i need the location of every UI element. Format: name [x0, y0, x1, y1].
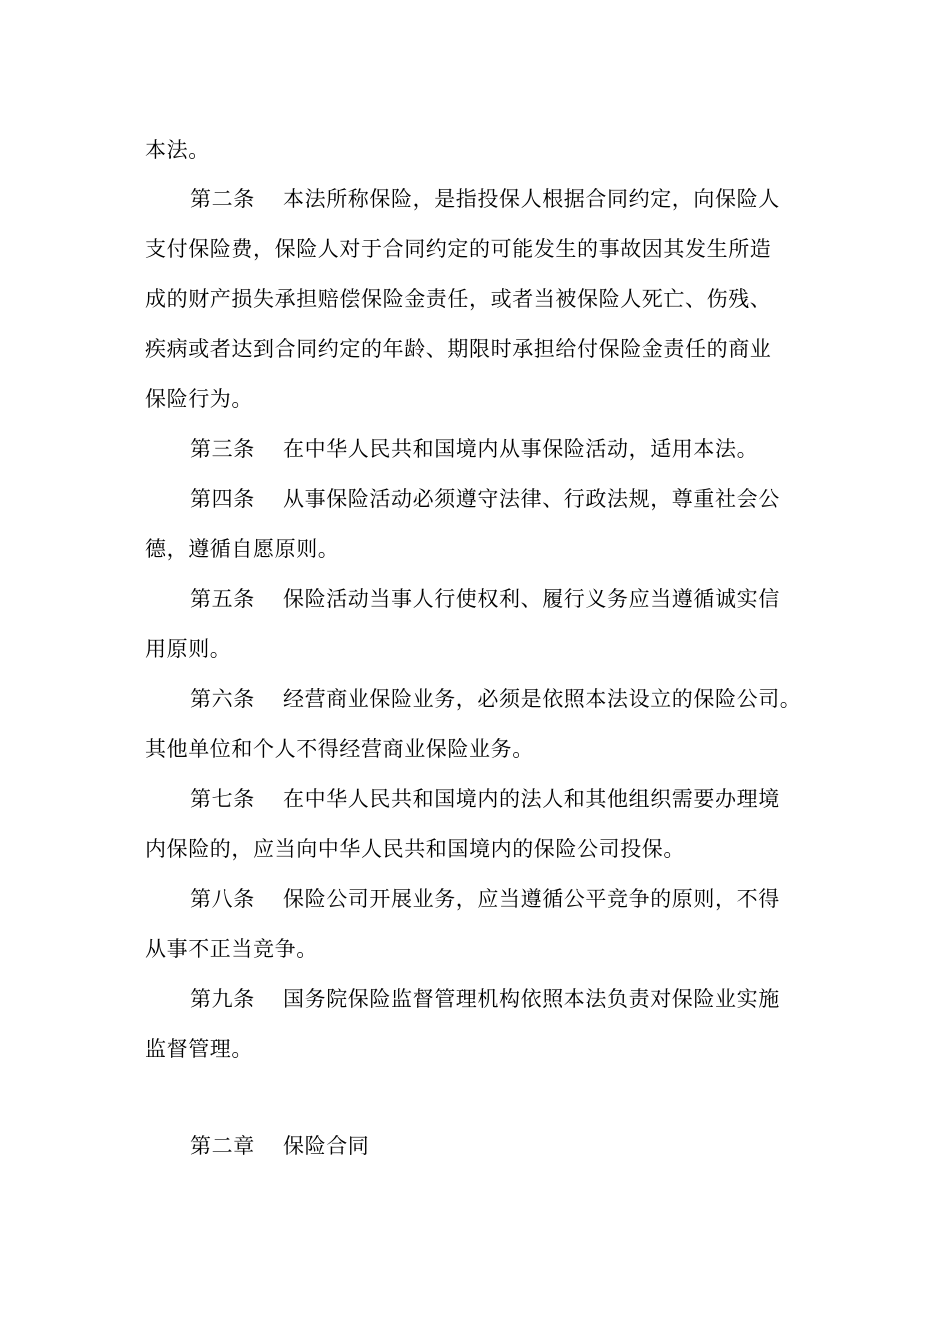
article-5-line-2: 用原则。 [145, 637, 232, 661]
article-number: 第九条 [190, 987, 255, 1011]
article-text: 保险公司开展业务，应当遵循公平竞争的原则，不得 [283, 887, 780, 911]
article-number: 第八条 [190, 887, 255, 911]
article-2-line-5: 保险行为。 [145, 387, 253, 411]
article-4-line-1 [190, 483, 780, 515]
article-2-line-1 [190, 183, 780, 215]
article-4-line-2: 德，遵循自愿原则。 [145, 537, 340, 561]
article-number: 第四条 [190, 487, 255, 511]
article-number: 第六条 [190, 687, 255, 711]
article-7-line-1 [190, 783, 780, 815]
paragraph-line: 本法。 [145, 138, 210, 162]
chapter-number: 第二章 [190, 1134, 255, 1158]
article-2-line-3: 成的财产损失承担赔偿保险金责任，或者当被保险人死亡、伤残、 [145, 287, 772, 311]
chapter-heading [190, 1130, 369, 1162]
chapter-title: 保险合同 [283, 1134, 370, 1158]
article-text: 国务院保险监督管理机构依照本法负责对保险业实施 [283, 987, 780, 1011]
article-text: 在中华人民共和国境内的法人和其他组织需要办理境 [283, 787, 780, 811]
article-8-line-1 [190, 883, 780, 915]
article-6-line-1 [190, 683, 801, 715]
article-2-line-4: 疾病或者达到合同约定的年龄、期限时承担给付保险金责任的商业 [145, 337, 772, 361]
article-text: 经营商业保险业务，必须是依照本法设立的保险公司。 [283, 687, 802, 711]
article-text: 从事保险活动必须遵守法律、行政法规，尊重社会公 [283, 487, 780, 511]
article-9-line-2: 监督管理。 [145, 1037, 253, 1061]
article-number: 第二条 [190, 187, 255, 211]
article-9-line-1 [190, 983, 780, 1015]
article-8-line-2: 从事不正当竞争。 [145, 937, 318, 961]
article-6-line-2: 其他单位和个人不得经营商业保险业务。 [145, 737, 534, 761]
article-2-line-2: 支付保险费，保险人对于合同约定的可能发生的事故因其发生所造 [145, 237, 772, 261]
article-text: 在中华人民共和国境内从事保险活动，适用本法。 [283, 437, 759, 461]
article-7-line-2: 内保险的，应当向中华人民共和国境内的保险公司投保。 [145, 837, 685, 861]
article-3-line-1 [190, 433, 758, 465]
article-text: 本法所称保险，是指投保人根据合同约定，向保险人 [283, 187, 780, 211]
article-5-line-1 [190, 583, 780, 615]
article-number: 第三条 [190, 437, 255, 461]
article-text: 保险活动当事人行使权利、履行义务应当遵循诚实信 [283, 587, 780, 611]
article-number: 第五条 [190, 587, 255, 611]
article-number: 第七条 [190, 787, 255, 811]
